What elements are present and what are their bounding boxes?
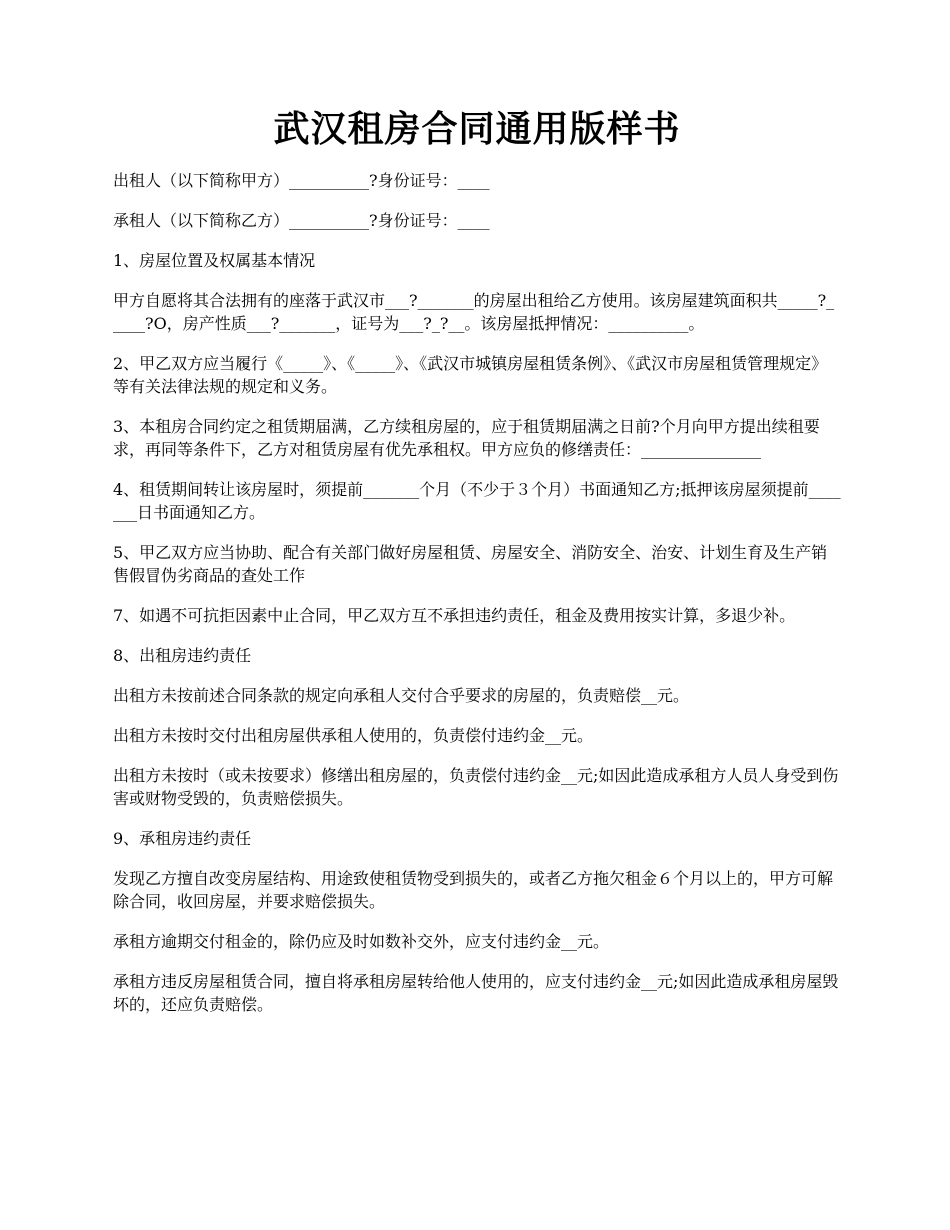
document-page	[113, 108, 841, 1033]
clause-5: 5、甲乙双方应当协助、配合有关部门做好房屋租赁、房屋安全、消防安全、治安、计划生育及生产销售假冒伪劣商品的查处工作	[113, 543, 828, 586]
section-9-heading: 9、承租房违约责任	[113, 829, 252, 849]
clause-2: 2、甲乙双方应当履行《_____》、《_____》、《武汉市城镇房屋租赁条例》、《武汉市房屋租赁管理规定》等有关法律法规的规定和义务。	[113, 354, 828, 397]
lessee-line: 承租人（以下简称乙方）__________?身份证号：____	[113, 211, 490, 231]
section-8-heading: 8、出租房违约责任	[113, 646, 252, 666]
lessor-breach-2: 出租方未按时交付出租房屋供承租人使用的，负责偿付违约金__元。	[113, 726, 594, 746]
lessor-line: 出租人（以下简称甲方）__________?身份证号：____	[113, 171, 490, 191]
lessee-breach-1: 发现乙方擅自改变房屋结构、用途致使租赁物受到损失的，或者乙方拖欠租金６个月以上的，甲方可解除合同，收回房屋，并要求赔偿损失。	[113, 869, 834, 912]
lessor-breach-1: 出租方未按前述合同条款的规定向承租人交付合乎要求的房屋的，负责赔偿__元。	[113, 686, 690, 706]
lessor-breach-3: 出租方未按时（或未按要求）修缮出租房屋的，负责偿付违约金__元;如因此造成承租方人员人身受到伤害或财物受毁的，负责赔偿损失。	[113, 766, 839, 809]
document-title: 武汉租房合同通用版样书	[273, 108, 681, 150]
section-1-body: 甲方自愿将其合法拥有的座落于武汉市___?_______的房屋出租给乙方使用。该房屋建筑面积共_____?_____?O，房产性质___?_______，证号为___?_?__。该房屋抵押情况：__________。	[113, 291, 835, 334]
clause-4: 4、租赁期间转让该房屋时，须提前_______个月（不少于３个月）书面通知乙方;抵押该房屋须提前_______日书面通知乙方。	[113, 480, 841, 523]
lessee-breach-2: 承租方逾期交付租金的，除仍应及时如数补交外，应支付违约金__元。	[113, 932, 610, 952]
lessee-breach-3: 承租方违反房屋租赁合同，擅自将承租房屋转给他人使用的，应支付违约金__元;如因此造成承租房屋毁坏的，还应负责赔偿。	[113, 972, 839, 1015]
clause-7: 7、如遇不可抗拒因素中止合同，甲乙双方互不承担违约责任，租金及费用按实计算，多退少补。	[113, 606, 796, 626]
clause-3: 3、本租房合同约定之租赁期届满，乙方续租房屋的，应于租赁期届满之日前?个月向甲方提出续租要求，再同等条件下，乙方对租赁房屋有优先承租权。甲方应负的修缮责任：_______________	[113, 417, 820, 460]
section-1-heading: 1、房屋位置及权属基本情况	[113, 251, 316, 271]
